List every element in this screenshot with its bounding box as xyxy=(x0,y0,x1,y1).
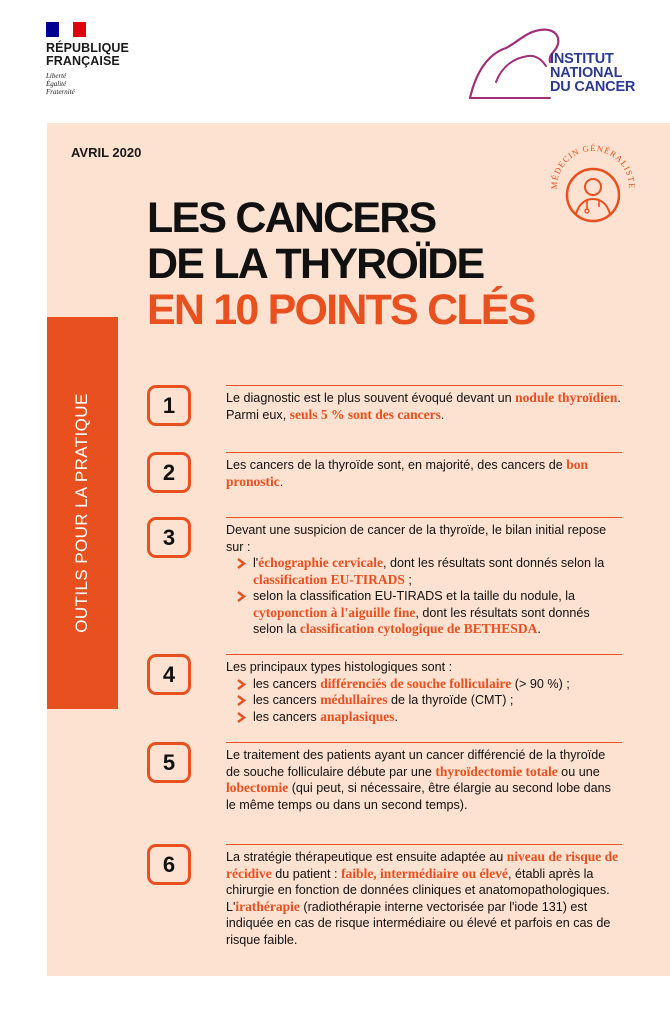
medecin-generaliste-badge xyxy=(543,135,643,235)
republic-motto: Liberté Égalité Fraternité xyxy=(46,72,75,96)
list-item: l'échographie cervicale, dont les résultats sont donnés selon la classification EU-TIRADS ; xyxy=(237,555,622,588)
list-item: les cancers médullaires de la thyroïde (CMT) ; xyxy=(237,692,622,709)
list-item: selon la classification EU-TIRADS et la taille du nodule, la cytoponction à l'aiguille fine, dont les résultats sont donnés selon la classification cytologique de BETHESDA. xyxy=(237,588,622,638)
publication-date: AVRIL 2020 xyxy=(71,145,142,160)
chevron-right-icon xyxy=(237,591,246,602)
point-number: 2 xyxy=(147,452,191,493)
title-line-2: DE LA THYROÏDE xyxy=(147,240,484,288)
title-line-1: LES CANCERS xyxy=(147,194,436,242)
point-text: Les principaux types histologiques sont : les cancers différenciés de souche folliculaire (> 90 %) ; les cancers médullaires de la thyroïde (CMT) ; les cancers anaplasiques. xyxy=(226,654,622,725)
point-text: Le diagnostic est le plus souvent évoqué devant un nodule thyroïdien. Parmi eux, seuls 5 % sont des cancers. xyxy=(226,385,622,423)
sidebar-band xyxy=(47,317,118,709)
point-text: Le traitement des patients ayant un cancer différencié de la thyroïde de souche folliculaire débute par une thyroïdectomie totale ou une lobectomie (qui peut, si nécessaire, être élargie au second lobe dans le même temps ou dans un second temps). xyxy=(226,742,622,813)
page-title xyxy=(147,195,535,333)
point-text: Les cancers de la thyroïde sont, en majorité, des cancers de bon pronostic. xyxy=(226,452,622,490)
point-number: 4 xyxy=(147,654,191,695)
point-number: 3 xyxy=(147,517,191,558)
chevron-right-icon xyxy=(237,712,246,723)
point-text: Devant une suspicion de cancer de la thyroïde, le bilan initial repose sur : l'échographie cervicale, dont les résultats sont donnés selon la classification EU-TIRADS ; selon la classification EU-TIRADS et la taille du nodule, la cytoponction à l'aiguille fine, dont les résultats sont donnés selon la classification cytologique de BETHESDA. xyxy=(226,517,622,638)
inca-name: INSTITUT NATIONAL DU CANCER xyxy=(550,51,636,95)
point-number: 6 xyxy=(147,844,191,885)
republic-name: RÉPUBLIQUE FRANÇAISE xyxy=(46,41,129,68)
sidebar-label: OUTILS POUR LA PRATIQUE xyxy=(72,393,91,633)
svg-text:MÉDECIN GÉNÉRALISTE: MÉDECIN GÉNÉRALISTE xyxy=(548,142,638,190)
list-item: les cancers anaplasiques. xyxy=(237,709,622,726)
chevron-right-icon xyxy=(237,695,246,706)
french-flag-icon xyxy=(46,22,86,37)
point-number: 5 xyxy=(147,742,191,783)
list-item: les cancers différenciés de souche folliculaire (> 90 %) ; xyxy=(237,676,622,693)
chevron-right-icon xyxy=(237,558,246,569)
point-text: La stratégie thérapeutique est ensuite adaptée au niveau de risque de récidive du patient : faible, intermédiaire ou élevé, établi après la chirurgie en fonction de données cliniques et anatomopathologiques. L'irathérapie (radiothérapie interne vectorisée par l'iode 131) est indiquée en cas de risque intermédiaire ou élevé et parfois en cas de risque faible. xyxy=(226,844,622,948)
content-panel xyxy=(47,123,670,976)
doctor-icon xyxy=(543,135,643,235)
republique-francaise-logo xyxy=(46,22,166,96)
chevron-right-icon xyxy=(237,679,246,690)
title-line-3: EN 10 POINTS CLÉS xyxy=(147,286,535,334)
inca-logo xyxy=(466,22,636,102)
point-number: 1 xyxy=(147,385,191,426)
